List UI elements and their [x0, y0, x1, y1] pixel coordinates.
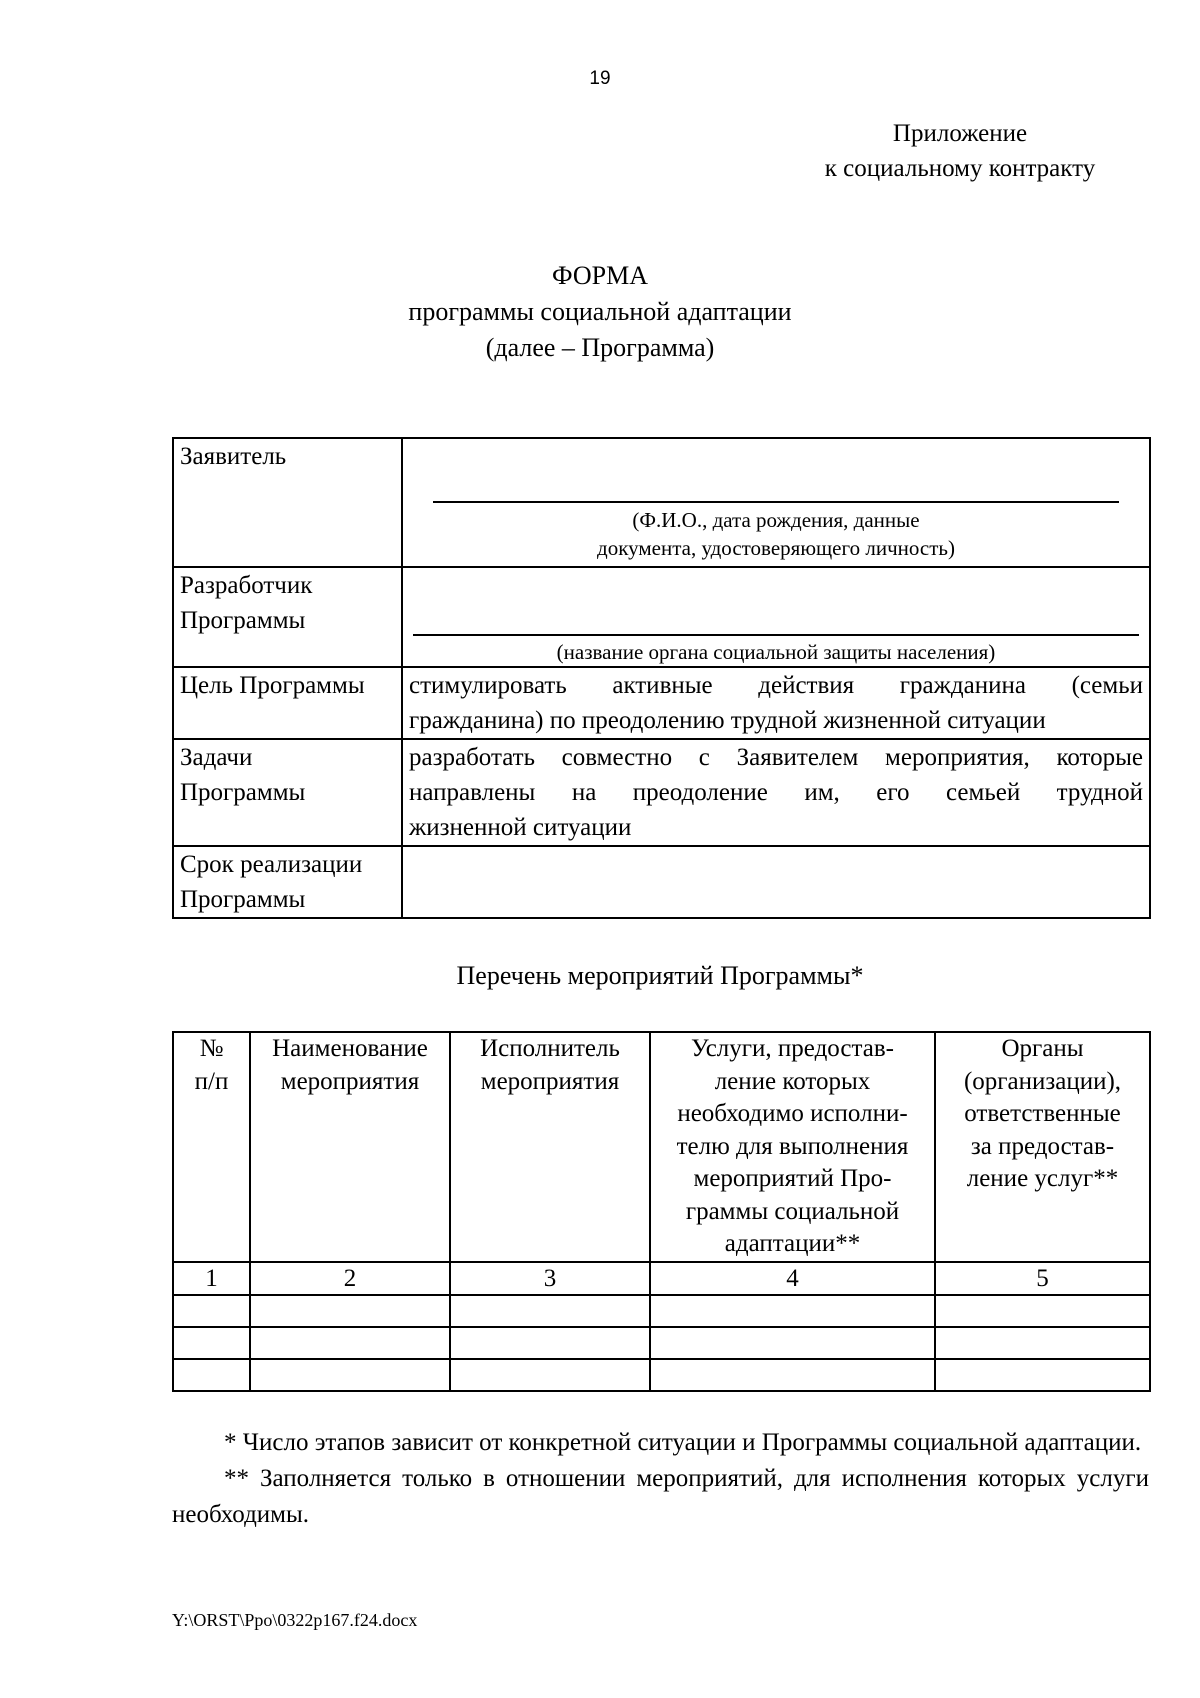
developer-row — [173, 567, 1150, 667]
table-cell[interactable] — [173, 1359, 250, 1391]
table-cell[interactable] — [935, 1327, 1150, 1359]
tasks-row — [173, 739, 1150, 846]
developer-input-line[interactable] — [413, 568, 1139, 636]
applicant-hint: (Ф.И.О., дата рождения, данные документа, удостоверяющего личность) — [597, 508, 955, 560]
events-table-row — [173, 1359, 1150, 1391]
term-row — [173, 846, 1150, 918]
column-number-3: 3 — [450, 1262, 650, 1295]
header-services: Услуги, предостав- ление которых необходимо исполни- телю для выполнения мероприятий Про- граммы социальной адаптации** — [650, 1032, 935, 1262]
table-cell[interactable] — [935, 1295, 1150, 1327]
developer-label: Разработчик Программы — [173, 567, 402, 667]
developer-hint: (название органа социальной защиты населения) — [556, 640, 996, 664]
table-cell[interactable] — [450, 1295, 650, 1327]
table-cell[interactable] — [173, 1327, 250, 1359]
table-cell[interactable] — [250, 1327, 450, 1359]
events-header-row — [173, 1032, 1150, 1262]
header-number: № п/п — [173, 1032, 250, 1262]
goal-value: стимулировать активные действия гражданина (семьи гражданина) по преодолению трудной жизненной ситуации — [402, 667, 1150, 739]
table-cell[interactable] — [650, 1359, 935, 1391]
form-title-line-1: ФОРМА — [552, 261, 648, 290]
applicant-row — [173, 438, 1150, 567]
table-cell[interactable] — [450, 1327, 650, 1359]
applicant-cell — [402, 438, 1150, 567]
goal-row — [173, 667, 1150, 739]
table-cell[interactable] — [650, 1327, 935, 1359]
term-label: Срок реализации Программы — [173, 846, 402, 918]
term-value[interactable] — [402, 846, 1150, 918]
column-number-5: 5 — [935, 1262, 1150, 1295]
form-title-line-3: (далее – Программа) — [485, 333, 715, 362]
table-cell[interactable] — [935, 1359, 1150, 1391]
column-number-4: 4 — [650, 1262, 935, 1295]
column-numbers-row — [173, 1262, 1150, 1295]
appendix-header — [780, 116, 1140, 186]
footnote-1: * Число этапов зависит от конкретной ситуации и Программы социальной адаптации. — [224, 1429, 1142, 1456]
page-number: 19 — [589, 68, 611, 89]
file-path: Y:\ORST\Ppo\0322p167.f24.docx — [172, 1610, 418, 1630]
events-title: Перечень мероприятий Программы* — [456, 961, 864, 990]
form-title-line-2: программы социальной адаптации — [408, 297, 792, 326]
footnotes — [172, 1425, 1149, 1533]
applicant-label: Заявитель — [173, 438, 402, 567]
column-number-2: 2 — [250, 1262, 450, 1295]
table-cell[interactable] — [250, 1295, 450, 1327]
events-table-row — [173, 1327, 1150, 1359]
goal-label: Цель Программы — [173, 667, 402, 739]
footnote-2: ** Заполняется только в отношении мероприятий, для исполнения которых услуги необходимы. — [172, 1465, 1149, 1528]
form-title — [0, 258, 1200, 366]
header-executor: Исполнитель мероприятия — [450, 1032, 650, 1262]
tasks-label: Задачи Программы — [173, 739, 402, 846]
table-cell[interactable] — [650, 1295, 935, 1327]
column-number-1: 1 — [173, 1262, 250, 1295]
applicant-input-line[interactable] — [433, 439, 1119, 503]
header-responsible-bodies: Органы (организации), ответственные за предостав- ление услуг** — [935, 1032, 1150, 1262]
tasks-value: разработать совместно с Заявителем мероприятия, которые направлены на преодоление им, его семьей трудной жизненной ситуации — [402, 739, 1150, 846]
events-table — [172, 1031, 1151, 1392]
program-info-table — [172, 437, 1151, 919]
appendix-line-1: Приложение — [892, 120, 1028, 147]
appendix-line-2: к социальному контракту — [824, 155, 1096, 182]
header-event-name: Наименование мероприятия — [250, 1032, 450, 1262]
table-cell[interactable] — [450, 1359, 650, 1391]
table-cell[interactable] — [173, 1295, 250, 1327]
table-cell[interactable] — [250, 1359, 450, 1391]
events-table-row — [173, 1295, 1150, 1327]
developer-cell — [402, 567, 1150, 667]
